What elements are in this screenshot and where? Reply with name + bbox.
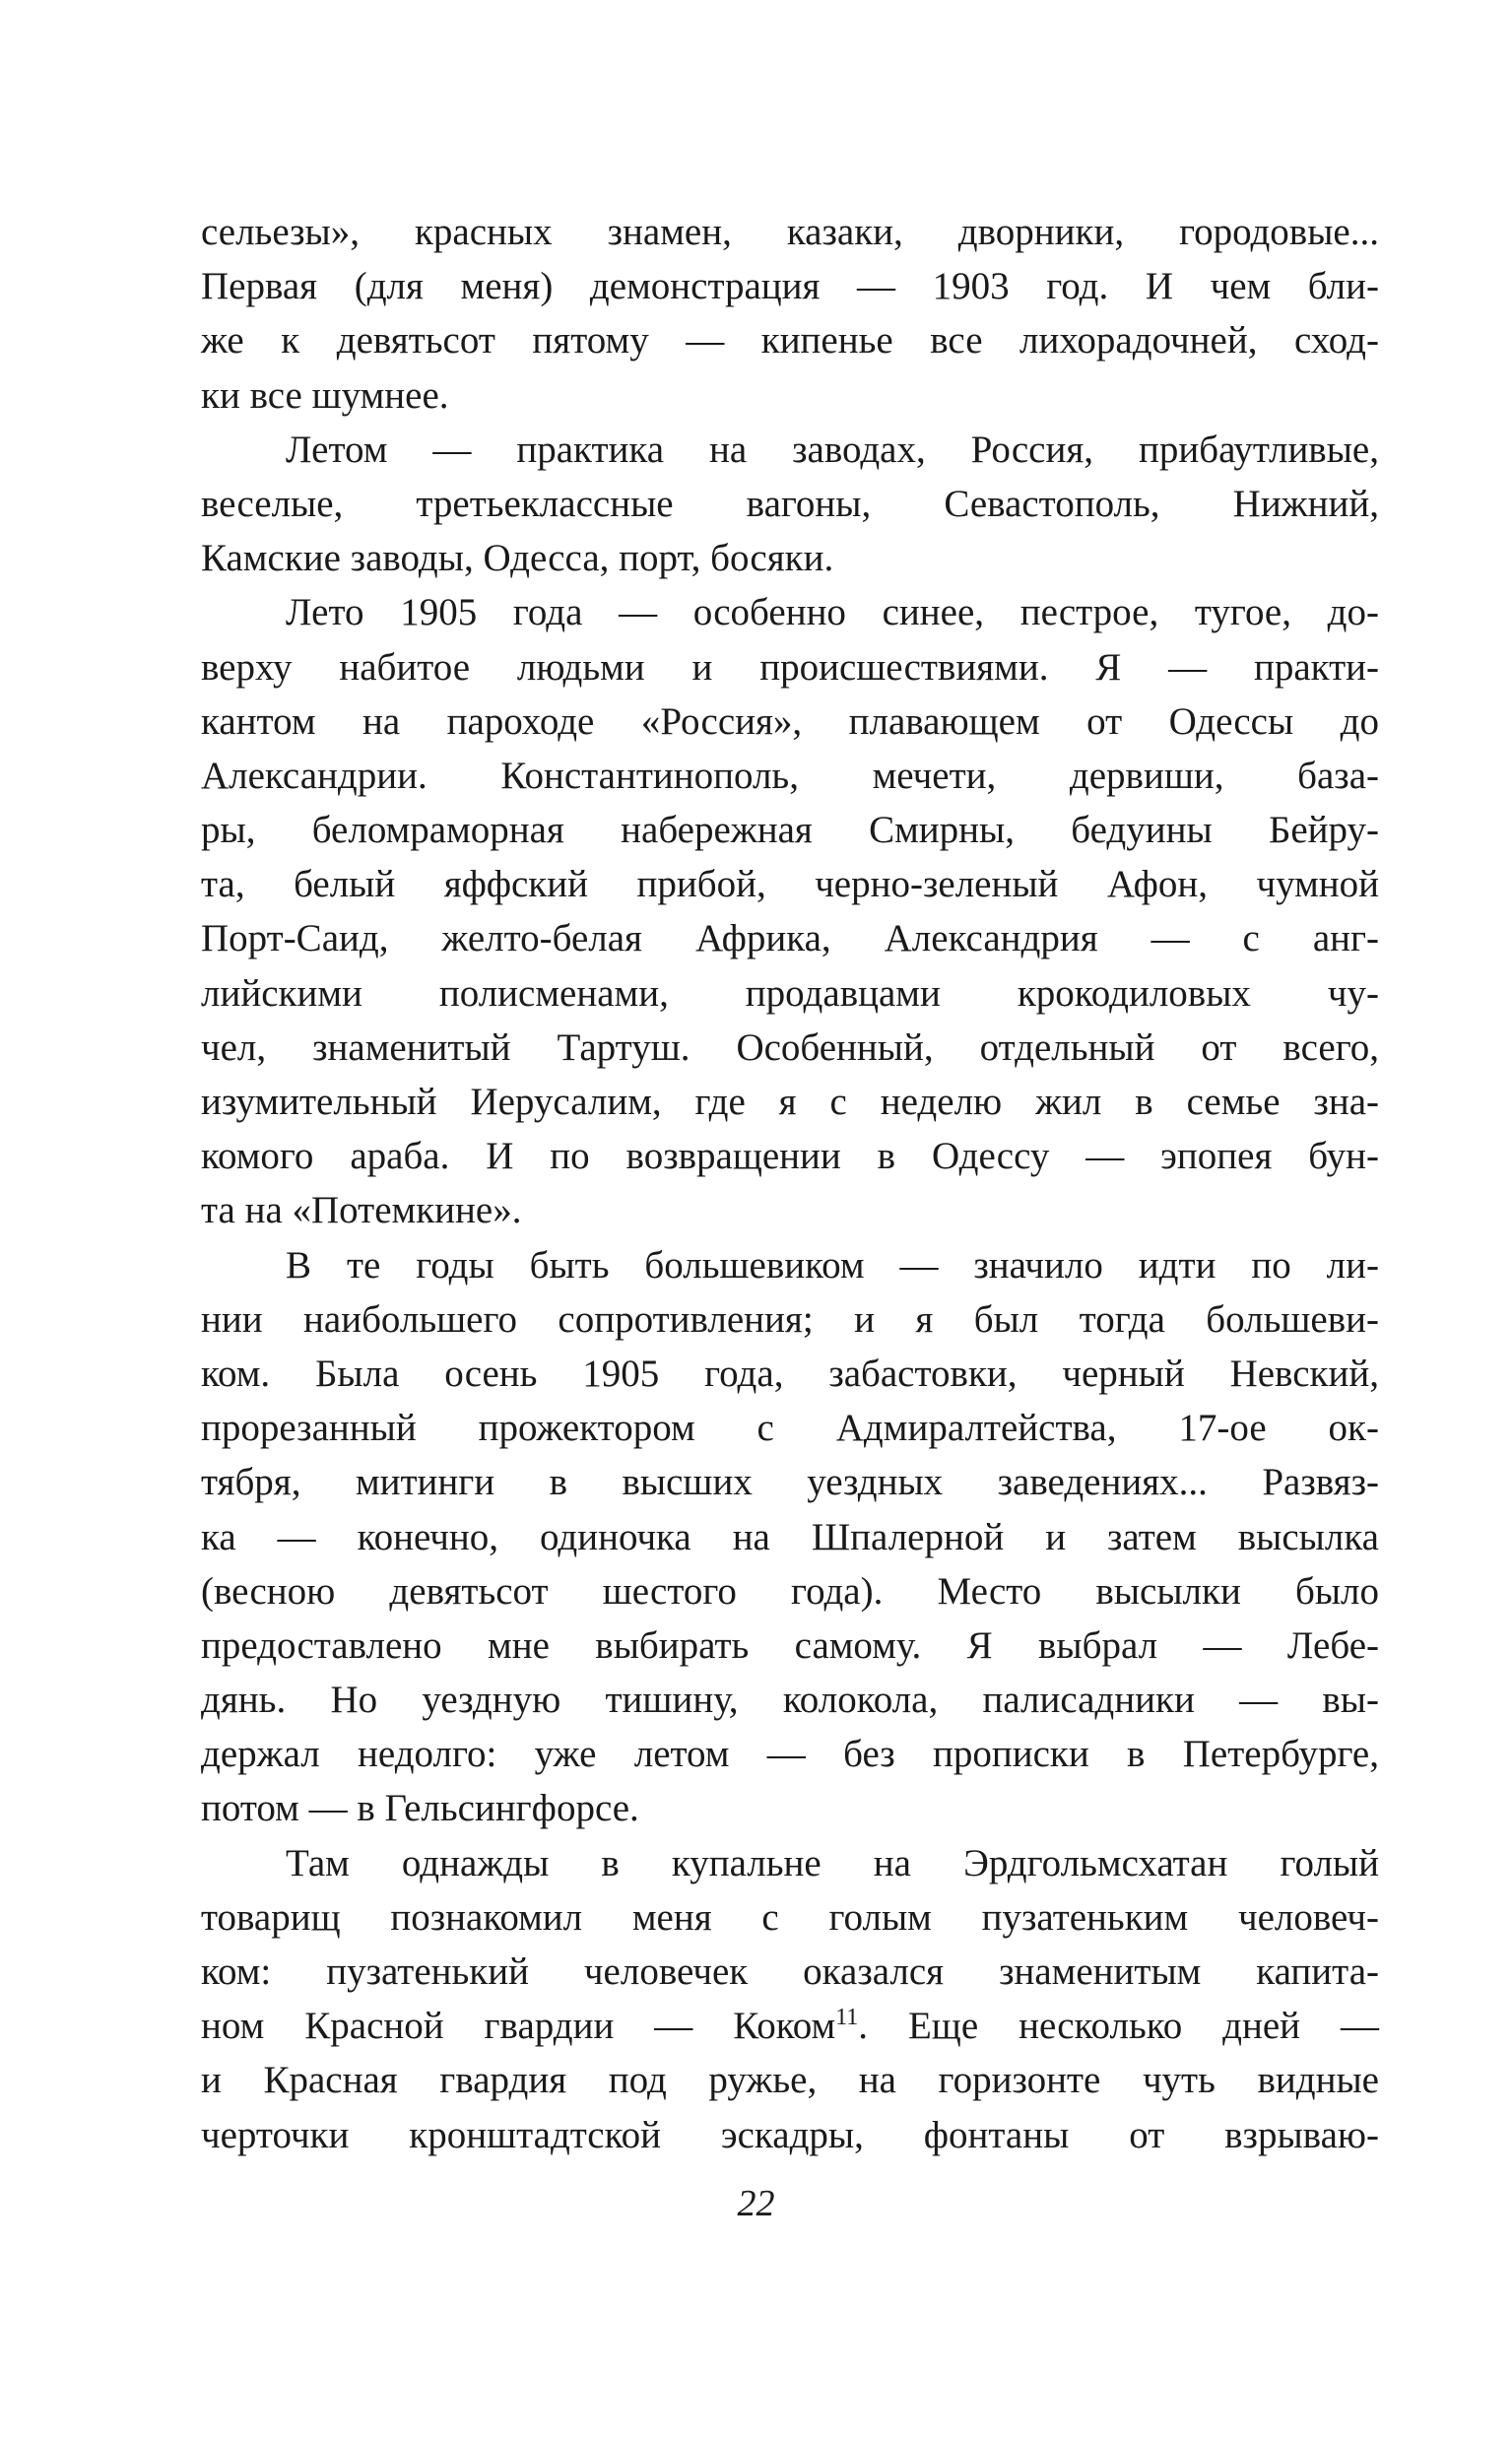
text-line bbox=[201, 205, 1379, 259]
text-line-content: тября, митинги в высших уездных заведениях... Развяз- bbox=[201, 1461, 1379, 1504]
text-line bbox=[201, 1129, 1379, 1183]
text-line bbox=[201, 1836, 1379, 1890]
text-line-continuation: . Еще несколько дней — bbox=[858, 2005, 1379, 2048]
text-line-content: В те годы быть большевиком — значило идти по ли- bbox=[286, 1243, 1379, 1287]
text-line bbox=[201, 1945, 1379, 1999]
text-line-content: Летом — практика на заводах, Россия, прибаутливые, bbox=[286, 428, 1379, 471]
text-line-content: же к девятьсот пятому — кипенье все лихорадочней, сход- bbox=[201, 319, 1379, 363]
text-line-content: Порт-Саид, желто-белая Африка, Александрия — с анг- bbox=[201, 917, 1379, 960]
text-line bbox=[201, 1727, 1379, 1781]
body-text bbox=[201, 205, 1379, 2162]
text-line bbox=[201, 1292, 1379, 1347]
text-line-content: верху набитое людьми и происшествиями. Я — практи- bbox=[201, 645, 1379, 689]
text-line bbox=[201, 1999, 1379, 2053]
text-line-content: ном Красной гвардии — Коком bbox=[201, 2005, 836, 2048]
text-line bbox=[201, 1510, 1379, 1564]
text-line-content: кантом на пароходе «Россия», плавающем от Одессы до bbox=[201, 699, 1379, 743]
text-line-content: товарищ познакомил меня с голым пузатеньким человеч- bbox=[201, 1895, 1379, 1939]
text-line-content: Александрии. Константинополь, мечети, дервиши, база- bbox=[201, 754, 1379, 797]
text-line bbox=[201, 1347, 1379, 1401]
text-line bbox=[201, 313, 1379, 367]
text-line-content: Там однажды в купальне на Эрдгольмсхатан голый bbox=[286, 1841, 1379, 1884]
text-line bbox=[201, 585, 1379, 639]
text-line-content: сельезы», красных знамен, казаки, дворники, городовые... bbox=[201, 211, 1379, 253]
text-line-content: ком. Была осень 1905 года, забастовки, черный Невский, bbox=[201, 1352, 1379, 1395]
text-line-content: Камские заводы, Одесса, порт, босяки. bbox=[201, 537, 834, 580]
text-line bbox=[201, 531, 1379, 585]
text-line-content: ка — конечно, одиночка на Шпалерной и затем высылка bbox=[201, 1515, 1379, 1558]
text-line bbox=[201, 640, 1379, 694]
text-line bbox=[201, 749, 1379, 803]
text-line bbox=[201, 259, 1379, 313]
text-line-content: Лето 1905 года — особенно синее, пестрое, тугое, до- bbox=[286, 591, 1379, 634]
text-line bbox=[201, 423, 1379, 477]
text-line bbox=[201, 694, 1379, 749]
text-line-content: (весною девятьсот шестого года). Место высылки было bbox=[201, 1569, 1379, 1613]
text-line-content: лийскими полисменами, продавцами крокодиловых чу- bbox=[201, 971, 1379, 1015]
text-line bbox=[201, 911, 1379, 965]
text-line bbox=[201, 966, 1379, 1021]
text-line-content: дянь. Но уездную тишину, колокола, палисадники — вы- bbox=[201, 1679, 1379, 1722]
text-line bbox=[201, 368, 1379, 423]
page-number: 22 bbox=[737, 2183, 775, 2224]
text-line bbox=[201, 1618, 1379, 1673]
text-line-content: комого араба. И по возвращении в Одессу — эпопея бун- bbox=[201, 1135, 1379, 1178]
footnote-reference: 11 bbox=[835, 2005, 859, 2031]
text-line-content: потом — в Гельсингфорсе. bbox=[201, 1787, 639, 1830]
text-line-content: Первая (для меня) демонстрация — 1903 год. И чем бли- bbox=[201, 265, 1379, 308]
text-line-content: ком: пузатенький человечек оказался знаменитым капита- bbox=[201, 1950, 1379, 1993]
text-line bbox=[201, 1238, 1379, 1292]
text-line-content: нии наибольшего сопротивления; и я был тогда большеви- bbox=[201, 1297, 1379, 1341]
text-line-content: и Красная гвардия под ружье, на горизонте чуть видные bbox=[201, 2059, 1379, 2102]
text-line bbox=[201, 857, 1379, 911]
text-line bbox=[201, 1564, 1379, 1618]
text-line-content: та на «Потемкине». bbox=[201, 1189, 522, 1232]
text-line-content: та, белый яффский прибой, черно-зеленый Афон, чумной bbox=[201, 863, 1379, 906]
text-line-content: предоставлено мне выбирать самому. Я выбрал — Лебе- bbox=[201, 1623, 1379, 1667]
text-line bbox=[201, 1021, 1379, 1075]
text-line bbox=[201, 1455, 1379, 1509]
text-line-content: держал недолго: уже летом — без прописки в Петербурге, bbox=[201, 1733, 1379, 1776]
text-line bbox=[201, 1183, 1379, 1237]
text-line-content: веселые, третьеклассные вагоны, Севастополь, Нижний, bbox=[201, 482, 1379, 525]
text-line-content: черточки кронштадтской эскадры, фонтаны от взрываю- bbox=[201, 2113, 1379, 2156]
text-line bbox=[201, 1075, 1379, 1129]
text-line-content: прорезанный прожектором с Адмиралтейства, 17-ое ок- bbox=[201, 1407, 1379, 1450]
text-line-content: чел, знаменитый Тартуш. Особенный, отдельный от всего, bbox=[201, 1025, 1379, 1069]
text-line bbox=[201, 1673, 1379, 1727]
text-line bbox=[201, 1401, 1379, 1455]
text-line-content: ры, беломраморная набережная Смирны, бедуины Бейру- bbox=[201, 809, 1379, 852]
text-line bbox=[201, 1890, 1379, 1945]
text-line bbox=[201, 803, 1379, 857]
text-line-content: изумительный Иерусалим, где я с неделю жил в семье зна- bbox=[201, 1081, 1379, 1123]
text-line bbox=[201, 1781, 1379, 1835]
text-line bbox=[201, 2108, 1379, 2162]
text-line bbox=[201, 477, 1379, 531]
text-line bbox=[201, 2053, 1379, 2107]
text-line-content: ки все шумнее. bbox=[201, 373, 449, 417]
